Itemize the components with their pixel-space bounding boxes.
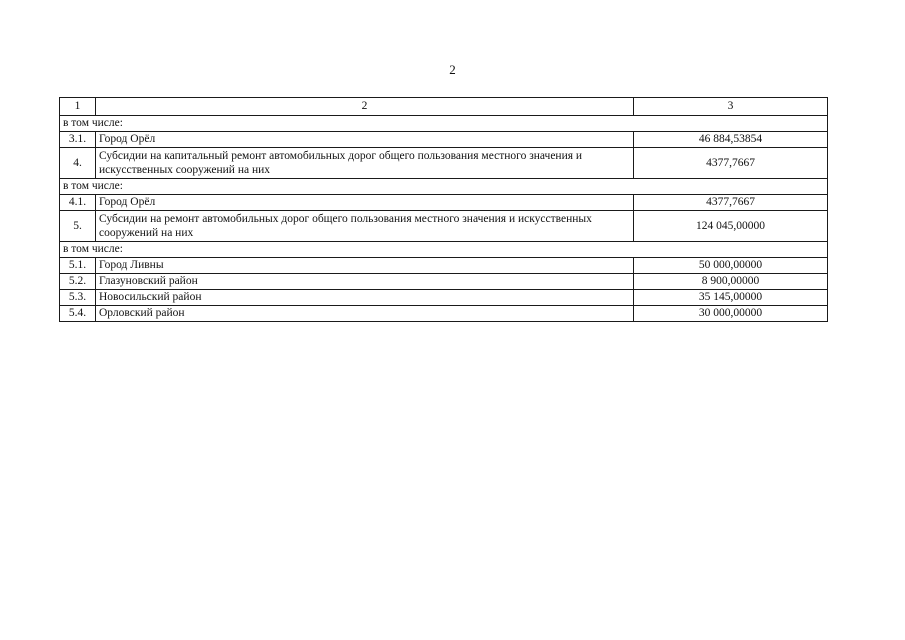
subheader-text: в том числе: <box>60 242 828 258</box>
row-name: Глазуновский район <box>96 274 634 290</box>
row-number: 3.1. <box>60 132 96 148</box>
row-number: 4. <box>60 148 96 179</box>
row-name: Город Ливны <box>96 258 634 274</box>
row-name: Город Орёл <box>96 195 634 211</box>
row-number: 4.1. <box>60 195 96 211</box>
table-subheader-row <box>60 116 828 132</box>
table-header-row <box>60 98 828 116</box>
table-subheader-row <box>60 179 828 195</box>
row-value: 50 000,00000 <box>634 258 828 274</box>
row-number: 5.1. <box>60 258 96 274</box>
column-header: 2 <box>96 98 634 116</box>
subheader-text: в том числе: <box>60 179 828 195</box>
row-value: 4377,7667 <box>634 195 828 211</box>
row-number: 5.4. <box>60 306 96 322</box>
table-row <box>60 132 828 148</box>
table-row <box>60 290 828 306</box>
row-number: 5. <box>60 211 96 242</box>
table-row <box>60 195 828 211</box>
table-row <box>60 274 828 290</box>
row-name: Новосильский район <box>96 290 634 306</box>
row-value: 46 884,53854 <box>634 132 828 148</box>
row-number: 5.3. <box>60 290 96 306</box>
column-header: 1 <box>60 98 96 116</box>
row-name: Субсидии на капитальный ремонт автомобильных дорог общего пользования местного значения и искусственных сооружений на них <box>96 148 634 179</box>
row-name: Орловский район <box>96 306 634 322</box>
subsidies-table <box>59 97 828 322</box>
row-name: Субсидии на ремонт автомобильных дорог общего пользования местного значения и искусственных сооружений на них <box>96 211 634 242</box>
row-value: 30 000,00000 <box>634 306 828 322</box>
row-number: 5.2. <box>60 274 96 290</box>
row-value: 35 145,00000 <box>634 290 828 306</box>
row-name: Город Орёл <box>96 132 634 148</box>
table-row <box>60 148 828 179</box>
row-value: 4377,7667 <box>634 148 828 179</box>
table-row <box>60 306 828 322</box>
table-subheader-row <box>60 242 828 258</box>
row-value: 8 900,00000 <box>634 274 828 290</box>
row-value: 124 045,00000 <box>634 211 828 242</box>
subheader-text: в том числе: <box>60 116 828 132</box>
table-row <box>60 211 828 242</box>
table-row <box>60 258 828 274</box>
page-number: 2 <box>449 62 456 77</box>
column-header: 3 <box>634 98 828 116</box>
